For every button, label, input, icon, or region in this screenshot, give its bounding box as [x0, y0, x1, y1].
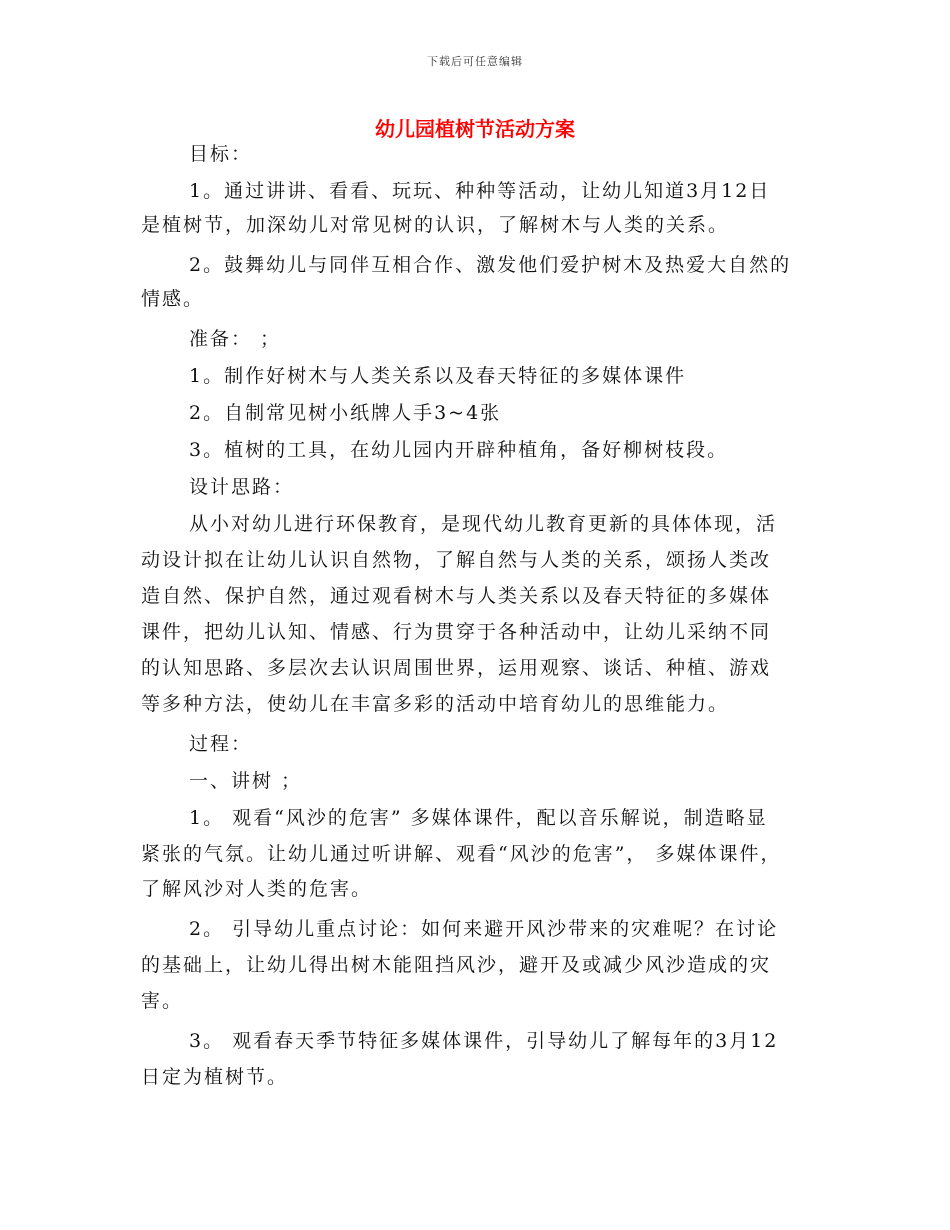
section-heading-process: 过程： [189, 733, 253, 755]
paragraph-line: 动设计拟在让幼儿认识自然物，了解自然与人类的关系，颂扬人类改 [141, 549, 772, 571]
paragraph-line: 的认知思路、多层次去认识周围世界，运用观察、谈话、种植、游戏 [141, 657, 772, 679]
paragraph-line: 2。 引导幼儿重点讨论：如何来避开风沙带来的灾难呢？在讨论 [189, 918, 779, 940]
section-heading-goals: 目标： [189, 143, 253, 165]
paragraph-line: 了解风沙对人类的危害。 [141, 878, 373, 900]
paragraph-line: 2。自制常见树小纸牌人手3~4张 [189, 402, 502, 424]
paragraph-line: 课件，把幼儿认知、情感、行为贯穿于各种活动中，让幼儿采纳不同 [141, 621, 772, 643]
paragraph-line: 紧张的气氛。让幼儿通过听讲解、观看“风沙的危害”， 多媒体课件， [141, 843, 782, 865]
paragraph-line: 1。制作好树木与人类关系以及春天特征的多媒体课件 [189, 365, 687, 387]
paragraph-line: 情感。 [141, 288, 205, 310]
document-title: 幼儿园植树节活动方案 [375, 117, 575, 141]
paragraph-line: 造自然、保护自然，通过观看树木与人类关系以及春天特征的多媒体 [141, 585, 772, 607]
paragraph-line: 等多种方法，使幼儿在丰富多彩的活动中培育幼儿的思维能力。 [141, 693, 730, 715]
paragraph-line: 1。通过讲讲、看看、玩玩、种种等活动，让幼儿知道3月12日 [189, 180, 771, 202]
paragraph-line: 3。植树的工具，在幼儿园内开辟种植角，备好柳树枝段。 [189, 439, 729, 461]
paragraph-line: 1。 观看“风沙的危害” 多媒体课件，配以音乐解说，制造略显 [189, 807, 768, 829]
page-header: 下载后可任意编辑 [427, 55, 523, 68]
section-heading-design: 设计思路： [189, 476, 295, 498]
paragraph-line: 的基础上，让幼儿得出树木能阻挡风沙，避开及或减少风沙造成的灾 [141, 954, 772, 976]
section-heading-preparation: 准备： ； [189, 328, 282, 350]
paragraph-line: 3。 观看春天季节特征多媒体课件，引导幼儿了解每年的3月12 [189, 1030, 779, 1052]
paragraph-line: 是植树节，加深幼儿对常见树的认识，了解树木与人类的关系。 [141, 214, 730, 236]
paragraph-line: 从小对幼儿进行环保教育，是现代幼儿教育更新的具体体现，活 [189, 513, 778, 535]
paragraph-line: 2。鼓舞幼儿与同伴互相合作、激发他们爱护树木及热爱大自然的 [189, 254, 792, 276]
paragraph-line: 害。 [141, 990, 184, 1012]
paragraph-line: 日定为植树节。 [141, 1066, 289, 1088]
subsection-heading: 一、讲树 ； [189, 770, 303, 792]
